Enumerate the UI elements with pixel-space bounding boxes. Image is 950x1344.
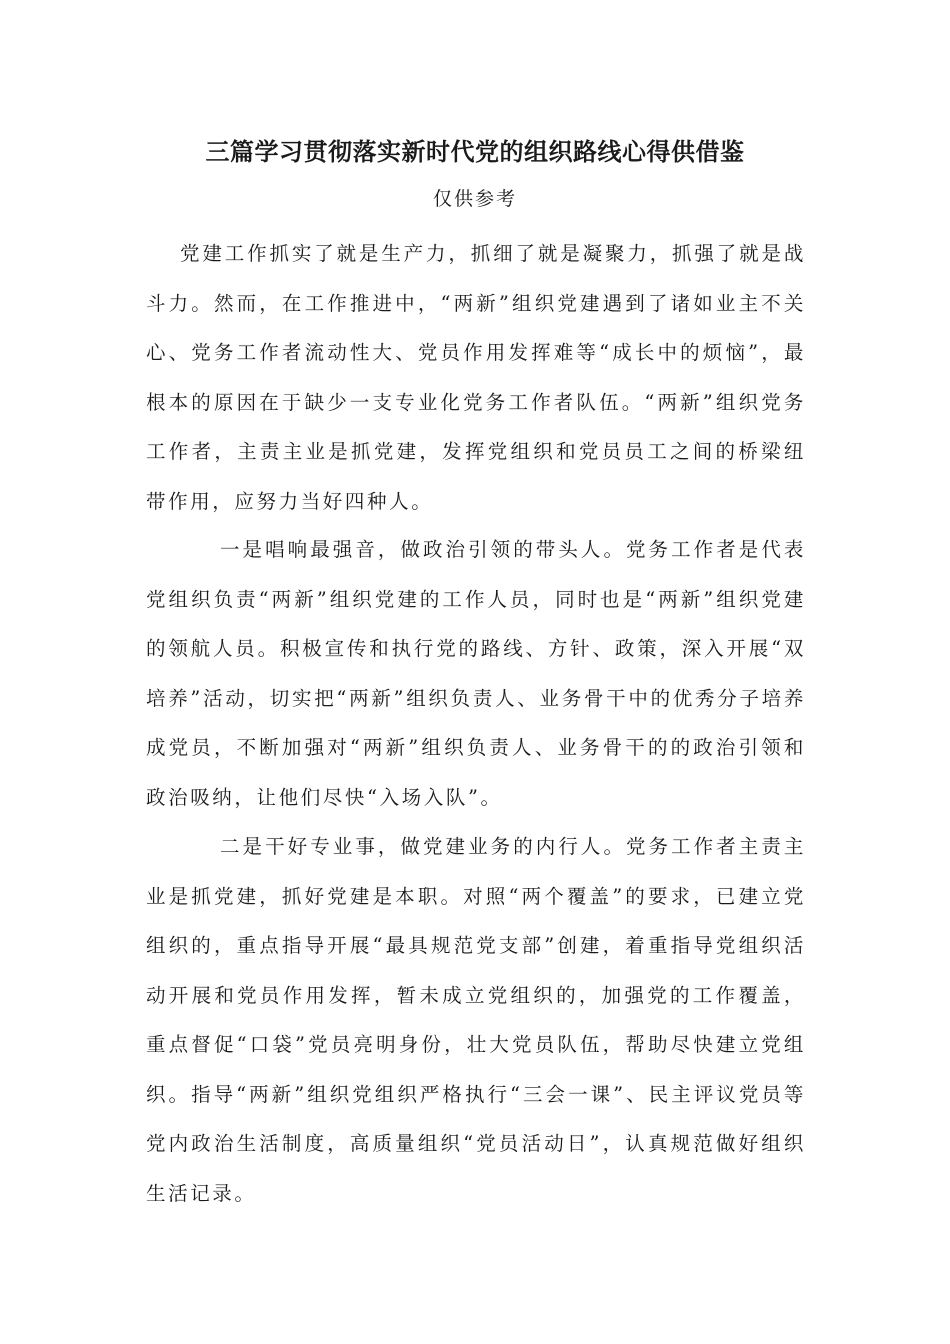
paragraph-point-one: 一是唱响最强音，做政治引领的带头人。党务工作者是代表党组织负责“两新”组织党建的工作人员，同时也是“两新”组织党建的领航人员。积极宣传和执行党的路线、方针、政策，深入开展“双培养”活动，切实把“两新”组织负责人、业务骨干中的优秀分子培养成党员，不断加强对“两新”组织负责人、业务骨干的的政治引领和政治吸纳，让他们尽快“入场入队”。: [146, 538, 806, 809]
document-subtitle: 仅供参考: [432, 188, 517, 210]
paragraph-intro: 党建工作抓实了就是生产力，抓细了就是凝聚力，抓强了就是战斗力。然而，在工作推进中，“两新”组织党建遇到了诸如业主不关心、党务工作者流动性大、党员作用发挥难等“成长中的烦恼”，最根本的原因在于缺少一支专业化党务工作者队伍。“两新”组织党务工作者，主责主业是抓党建，发挥党组织和党员员工之间的桥梁纽带作用，应努力当好四种人。: [146, 242, 806, 513]
paragraph-point-two: 二是干好专业事，做党建业务的内行人。党务工作者主责主业是抓党建，抓好党建是本职。对照“两个覆盖”的要求，已建立党组织的，重点指导开展“最具规范党支部”创建，着重指导党组织活动开展和党员作用发挥，暂未成立党组织的，加强党的工作覆盖，重点督促“口袋”党员亮明身份，壮大党员队伍，帮助尽快建立党组织。指导“两新”组织党组织严格执行“三会一课”、民主评议党员等党内政治生活制度，高质量组织“党员活动日”，认真规范做好组织生活记录。: [146, 835, 806, 1205]
document-title: 三篇学习贯彻落实新时代党的组织路线心得供借鉴: [205, 138, 745, 166]
